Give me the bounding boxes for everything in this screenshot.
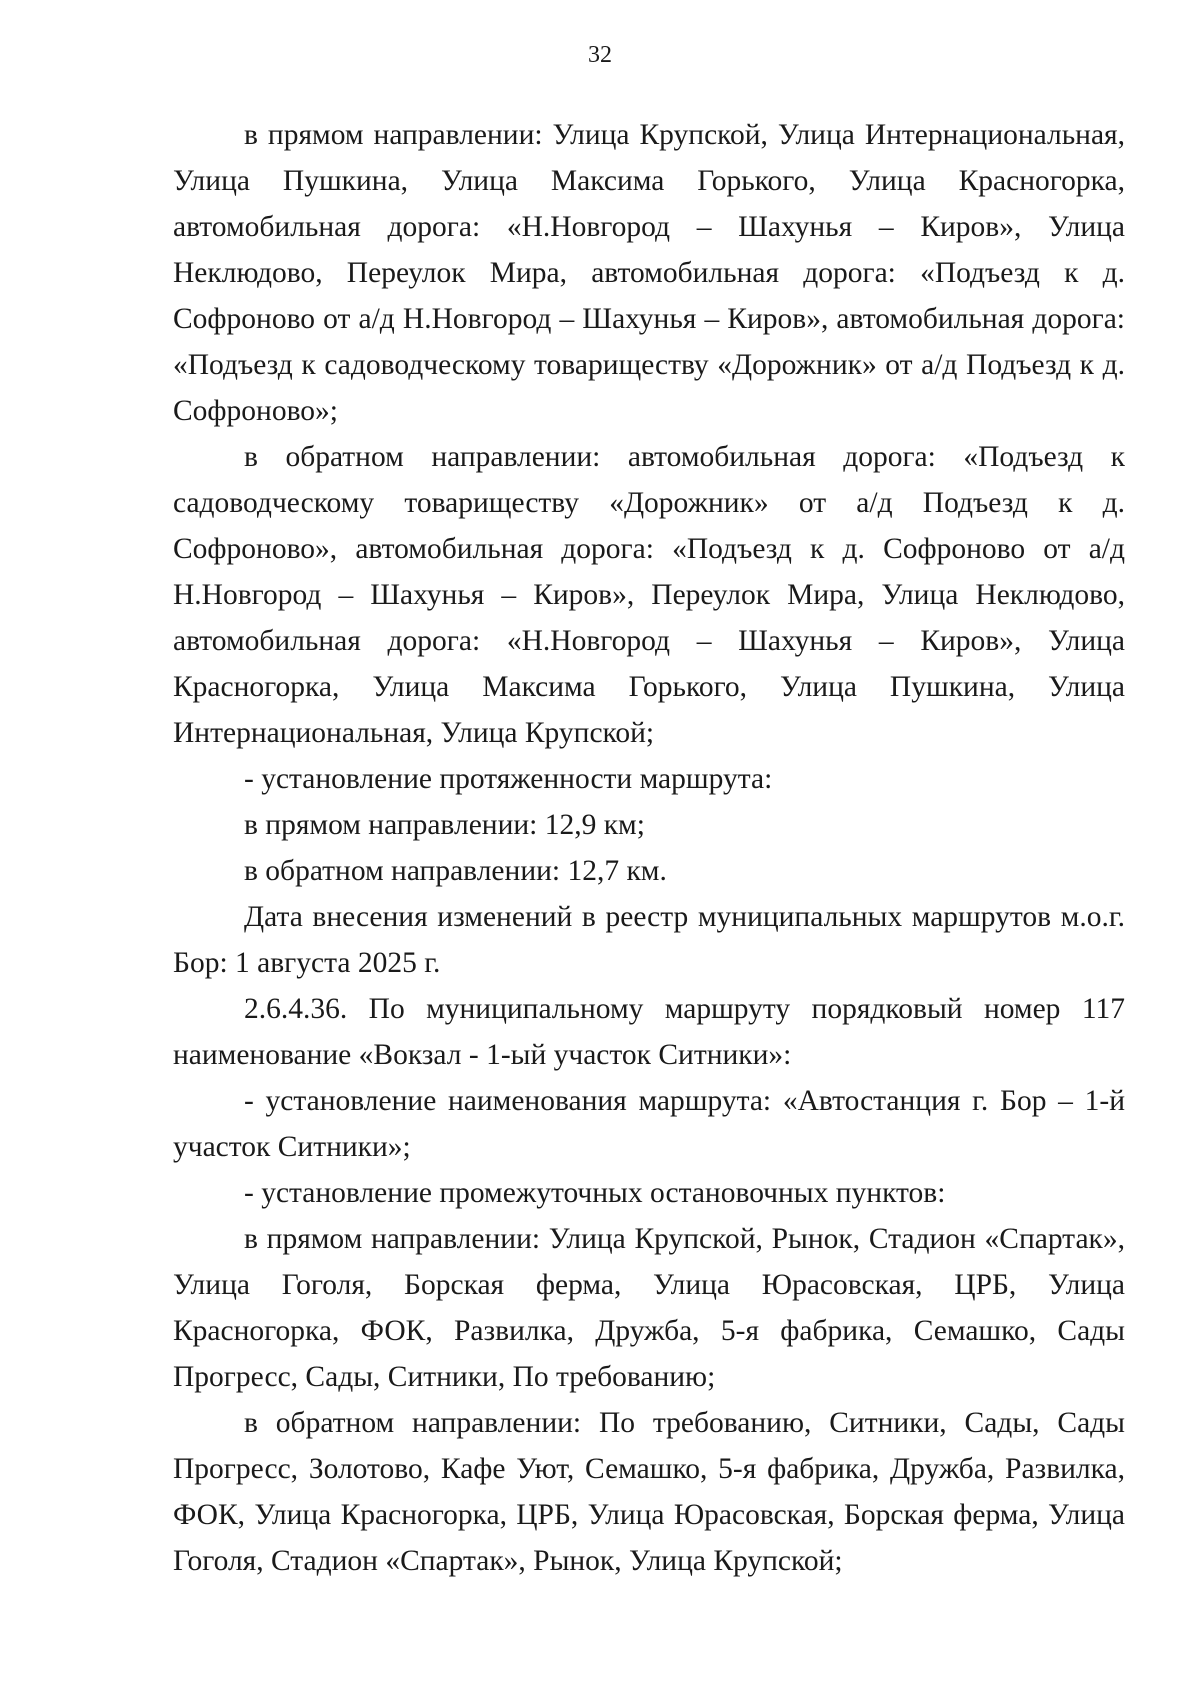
document-body [173, 112, 1125, 1584]
paragraph-route-name: - установление наименования маршрута: «Автостанция г. Бор – 1-й участок Ситники»; [173, 1085, 1125, 1163]
paragraph-reverse-stops-117: в обратном направлении: По требованию, Ситники, Сады, Сады Прогресс, Золотово, Кафе Уют, Семашко, 5-я фабрика, Дружба, Развилка, ФОК, Улица Красногорка, ЦРБ, Улица Юрасовская, Борская ферма, Улица Гоголя, Стадион «Спартак», Рынок, Улица Крупской; [173, 1407, 1125, 1577]
paragraph-intermediate-stops-heading: - установление промежуточных остановочных пунктов: [244, 1177, 946, 1209]
paragraph-section-2-6-4-36: 2.6.4.36. По муниципальному маршруту порядковый номер 117 наименование «Вокзал - 1-ый участок Ситники»: [173, 993, 1125, 1071]
paragraph-route-length-heading: - установление протяженности маршрута: [244, 763, 773, 795]
paragraph-forward-length: в прямом направлении: 12,9 км; [244, 809, 645, 841]
paragraph-forward-stops: в прямом направлении: Улица Крупской, Улица Интернациональная, Улица Пушкина, Улица Максима Горького, Улица Красногорка, автомобильная дорога: «Н.Новгород – Шахунья – Киров», Улица Неклюдово, Переулок Мира, автомобильная дорога: «Подъезд к д. Софроново от а/д Н.Новгород – Шахунья – Киров», автомобильная дорога: «Подъезд к садоводческому товариществу «Дорожник» от а/д Подъезд к д. Софроново»; [173, 119, 1125, 427]
paragraph-reverse-length: в обратном направлении: 12,7 км. [244, 855, 667, 887]
page-number: 32 [588, 42, 612, 68]
paragraph-forward-stops-117: в прямом направлении: Улица Крупской, Рынок, Стадион «Спартак», Улица Гоголя, Борская ферма, Улица Юрасовская, ЦРБ, Улица Красногорка, ФОК, Развилка, Дружба, 5-я фабрика, Семашко, Сады Прогресс, Сады, Ситники, По требованию; [173, 1223, 1125, 1393]
paragraph-reverse-stops: в обратном направлении: автомобильная дорога: «Подъезд к садоводческому товариществу «Дорожник» от а/д Подъезд к д. Софроново», автомобильная дорога: «Подъезд к д. Софроново от а/д Н.Новгород – Шахунья – Киров», Переулок Мира, Улица Неклюдово, автомобильная дорога: «Н.Новгород – Шахунья – Киров», Улица Красногорка, Улица Максима Горького, Улица Пушкина, Улица Интернациональная, Улица Крупской; [173, 441, 1125, 749]
paragraph-registry-date: Дата внесения изменений в реестр муниципальных маршрутов м.о.г. Бор: 1 августа 2025 г. [173, 901, 1125, 979]
